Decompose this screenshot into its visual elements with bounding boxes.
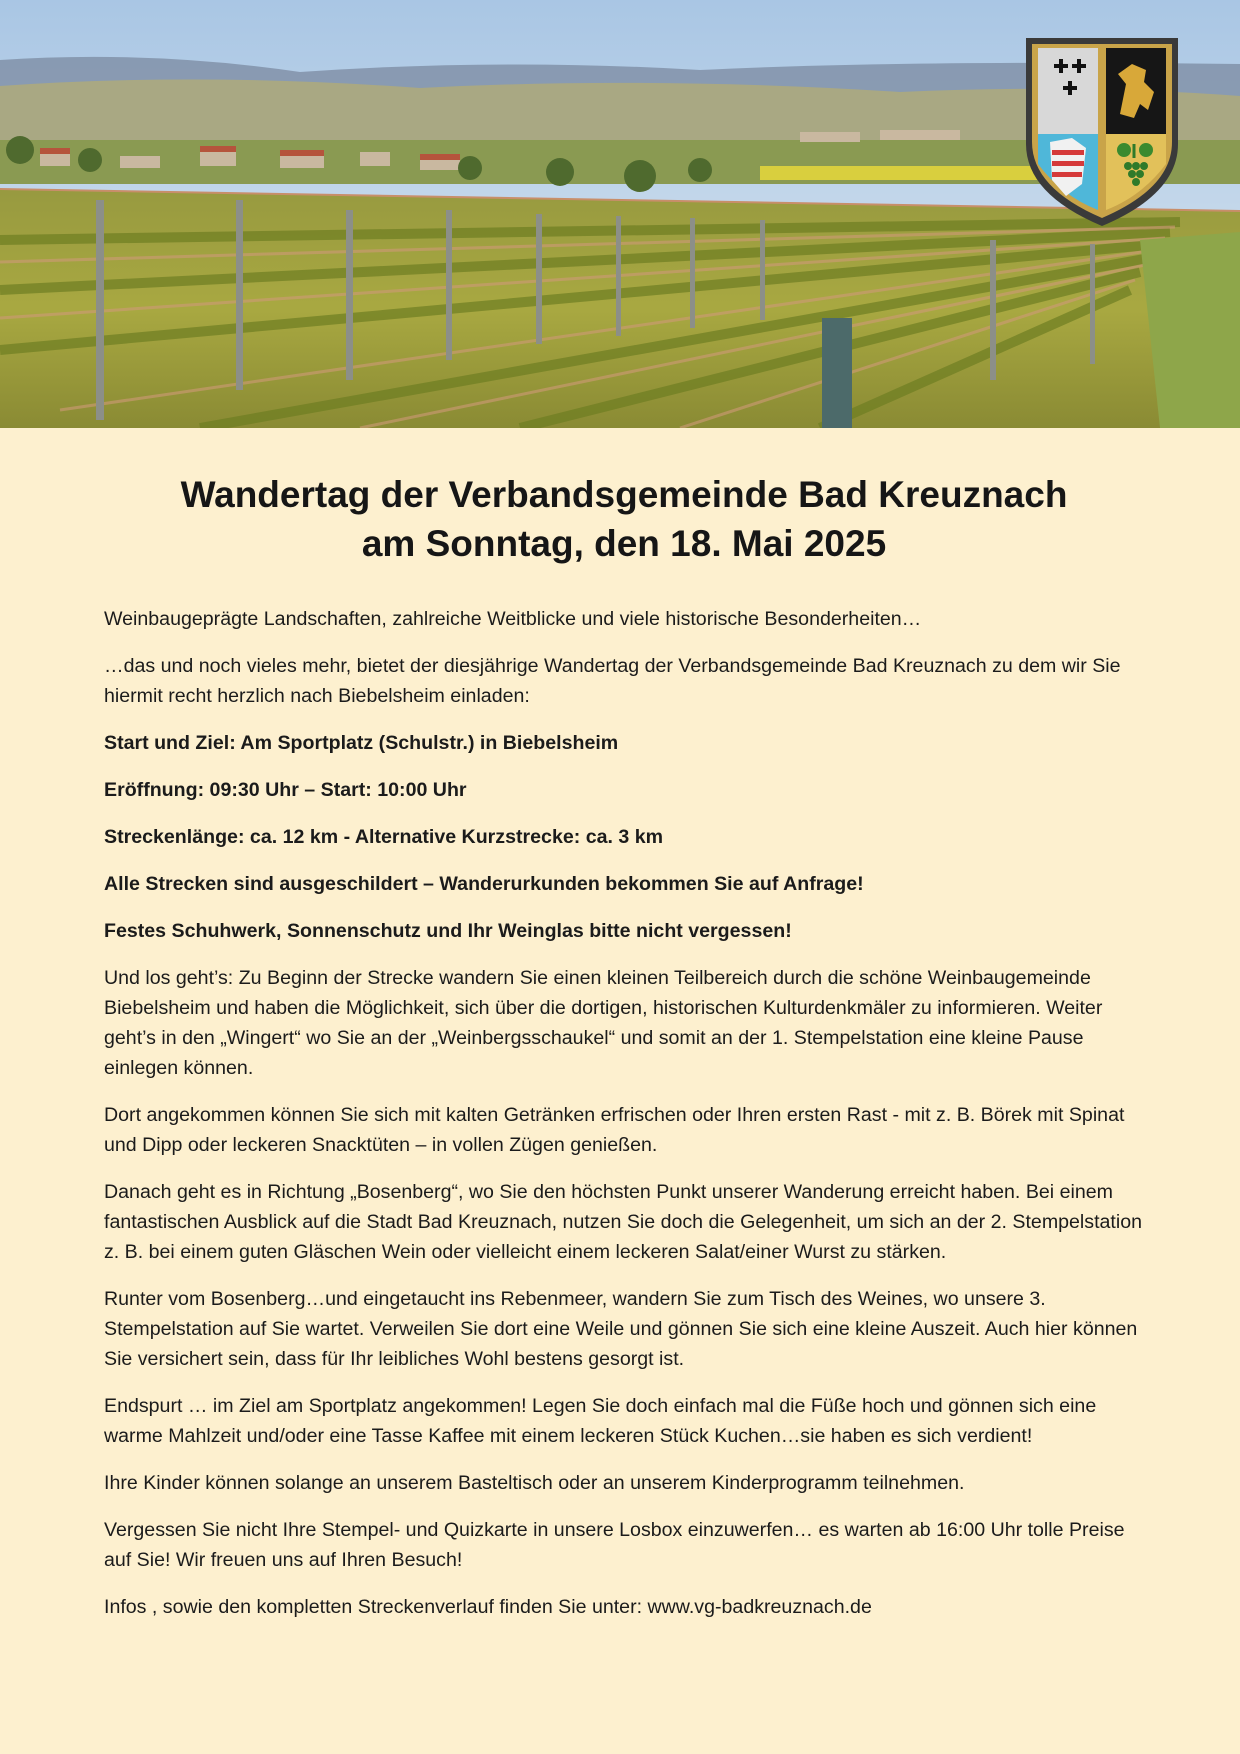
intro-paragraph-2: …das und noch vieles mehr, bietet der diesjährige Wandertag der Verbandsgemeinde Bad Kreuznach zu dem wir Sie hiermit recht herzlich nach Biebelsheim einladen: — [104, 655, 1121, 707]
info-paragraph: Infos , sowie den kompletten Streckenverlauf finden Sie unter: www.vg-badkreuznach.de — [104, 1596, 872, 1618]
reminder-note: Festes Schuhwerk, Sonnenschutz und Ihr Weinglas bitte nicht vergessen! — [104, 920, 792, 942]
title-line-1: Wandertag der Verbandsgemeinde Bad Kreuznach — [180, 474, 1068, 515]
start-location: Start und Ziel: Am Sportplatz (Schulstr.) in Biebelsheim — [104, 732, 619, 754]
route-paragraph-3: Danach geht es in Richtung „Bosenberg“, wo Sie den höchsten Punkt unserer Wanderung erreicht haben. Bei einem fantastischen Ausblick auf die Stadt Bad Kreuznach, nutzen Sie doch die Gelegenheit, um sich an der 2. Stempelstation z. B. bei einem guten Gläschen Wein oder vielleicht einem leckeren Salat/einer Wurst zu stärken. — [104, 1181, 1143, 1263]
page-title — [104, 470, 1144, 568]
prize-paragraph: Vergessen Sie nicht Ihre Stempel- und Quizkarte in unsere Losbox einzuwerfen… es warten ab 16:00 Uhr tolle Preise auf Sie! Wir freuen uns auf Ihren Besuch! — [104, 1519, 1125, 1571]
route-paragraph-1: Und los geht’s: Zu Beginn der Strecke wandern Sie einen kleinen Teilbereich durch die schöne Weinbaugemeinde Biebelsheim und haben die Möglichkeit, sich über die dortigen, historischen Kulturdenkmäler zu informieren. Weiter geht’s in den „Wingert“ wo Sie an der „Weinbergsschaukel“ und somit an der 1. Stempelstation eine kleine Pause einlegen können. — [104, 967, 1103, 1079]
route-paragraph-5: Endspurt … im Ziel am Sportplatz angekommen! Legen Sie doch einfach mal die Füße hoch und gönnen sich eine warme Mahlzeit und/oder eine Tasse Kaffee mit einem leckeren Stück Kuchen…sie haben es sich verdient! — [104, 1395, 1097, 1447]
route-paragraph-4: Runter vom Bosenberg…und eingetaucht ins Rebenmeer, wandern Sie zum Tisch des Weines, wo unsere 3. Stempelstation auf Sie wartet. Verweilen Sie dort eine Weile und gönnen Sie sich eine kleine Auszeit. Auch hier können Sie versichert sein, dass für Ihr leibliches Wohl bestens gesorgt ist. — [104, 1288, 1138, 1370]
kids-paragraph: Ihre Kinder können solange an unserem Basteltisch oder an unserem Kinderprogramm teilnehmen. — [104, 1472, 965, 1494]
route-paragraph-2: Dort angekommen können Sie sich mit kalten Getränken erfrischen oder Ihren ersten Rast - mit z. B. Börek mit Spinat und Dipp oder leckeren Snacktüten – in vollen Zügen genießen. — [104, 1104, 1125, 1156]
invitation-body — [104, 470, 1144, 1639]
opening-times: Eröffnung: 09:30 Uhr – Start: 10:00 Uhr — [104, 779, 467, 801]
title-line-2: am Sonntag, den 18. Mai 2025 — [361, 523, 887, 564]
signposted-note: Alle Strecken sind ausgeschildert – Wanderurkunden bekommen Sie auf Anfrage! — [104, 873, 864, 895]
intro-paragraph-1: Weinbaugeprägte Landschaften, zahlreiche Weitblicke und viele historische Besonderheiten… — [104, 608, 922, 630]
municipal-coat-of-arms-icon — [1022, 34, 1182, 230]
route-length: Streckenlänge: ca. 12 km - Alternative Kurzstrecke: ca. 3 km — [104, 826, 664, 848]
header-vineyard-image — [0, 0, 1240, 428]
